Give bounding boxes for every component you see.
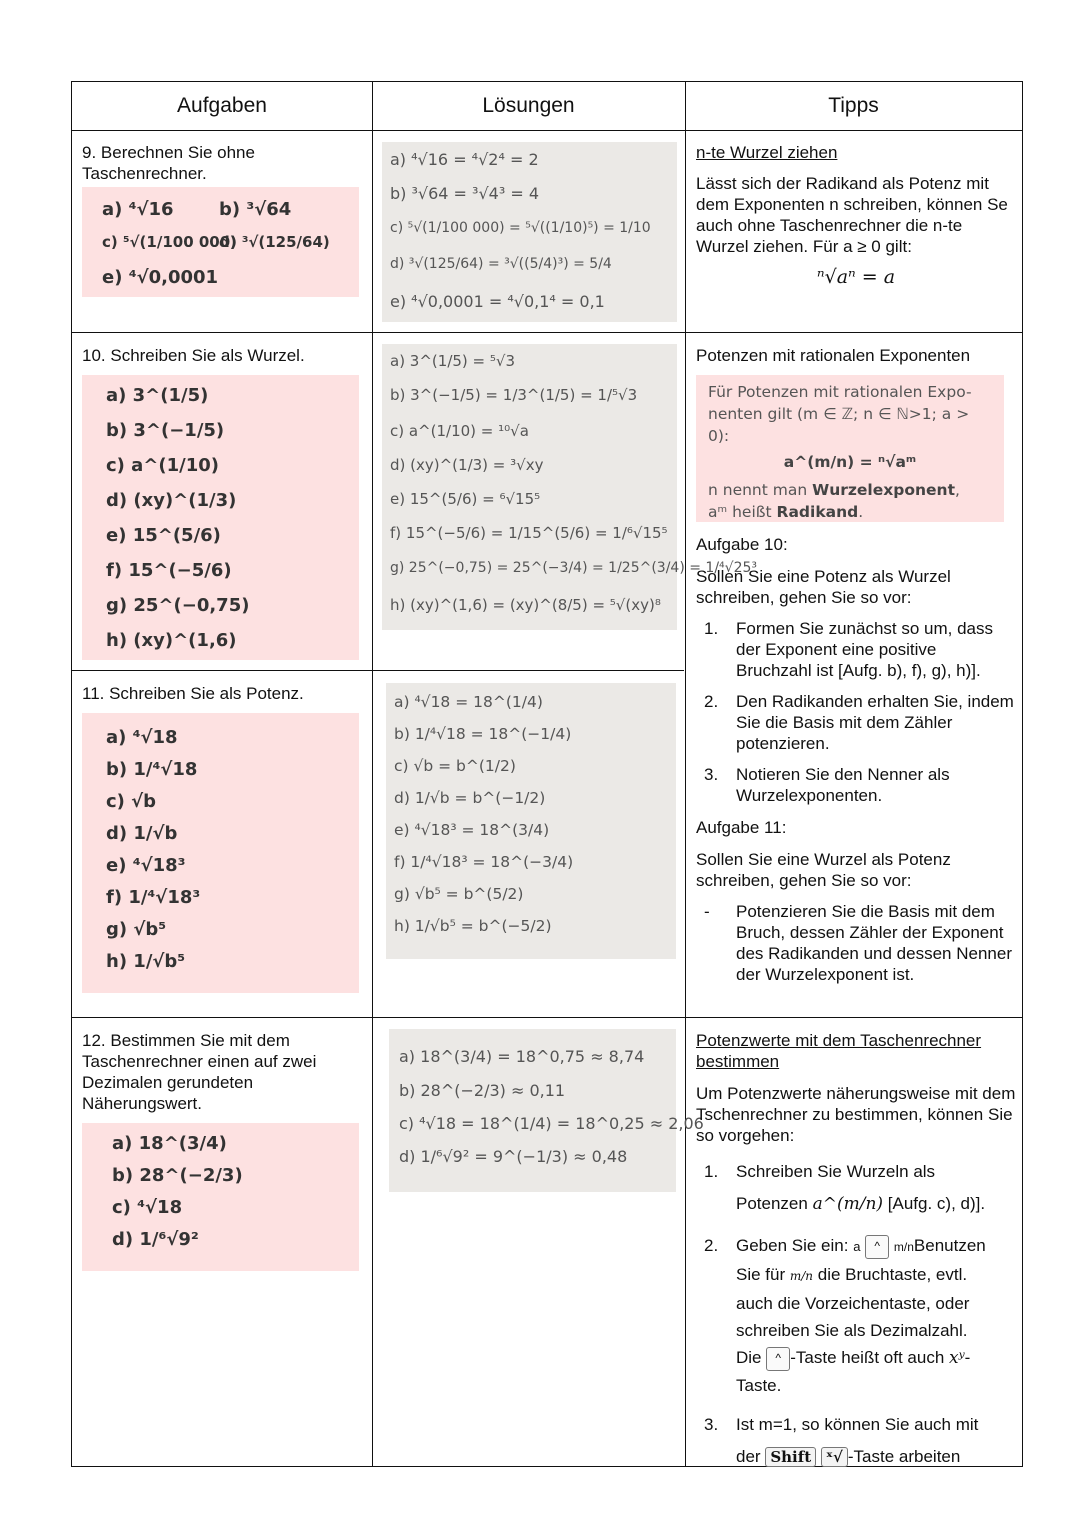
task-11-solution-f: f) 1/⁴√18³ = 18^(−3/4) <box>394 853 574 871</box>
worksheet-table <box>71 81 1023 1467</box>
step-2-line-5 <box>736 1344 1018 1372</box>
step-1-text: Potenzen <box>736 1194 808 1213</box>
task-9-item-d: d) ³√(125/64) <box>219 233 330 251</box>
step-3-line-2 <box>736 1441 1018 1473</box>
step-3-text-c: -Taste arbeiten <box>847 1447 961 1466</box>
task-11-item-h: h) 1/√b⁵ <box>106 951 186 972</box>
step-2-text-g: Die <box>736 1348 762 1367</box>
tip-box-term-radikand: Radikand <box>776 503 859 521</box>
task-11-item-d: d) 1/√b <box>106 823 178 844</box>
task-11-solution-h: h) 1/√b⁵ = b^(−5/2) <box>394 917 552 935</box>
row-divider <box>72 670 684 671</box>
task-11-exercise-box <box>82 713 359 993</box>
step-2-text-d: die Bruchtaste, evtl. <box>817 1265 968 1284</box>
task-10-item-d: d) (xy)^(1/3) <box>106 490 237 511</box>
task-10-solution-d: d) (xy)^(1/3) = ³√xy <box>390 456 544 474</box>
step-1-line-2 <box>736 1188 1018 1220</box>
step-3-text: der <box>736 1447 761 1466</box>
step-2-xy: xʸ <box>949 1348 965 1368</box>
step-number: 3. <box>704 765 719 784</box>
tip-title-nth-root: n-te Wurzel ziehen <box>696 143 838 162</box>
aufgabe-10-step-3 <box>696 764 1016 806</box>
tip-title-calculator-1: Potenzwerte mit dem Taschenrechner <box>696 1031 982 1050</box>
task-9-solution-d: d) ³√(125/64) = ³√((5/4)³) = 5/4 <box>390 256 612 272</box>
caret-key-icon <box>766 1347 790 1371</box>
step-2-line-6: Taste. <box>736 1376 782 1395</box>
step-2-frac: m/n <box>789 1269 814 1283</box>
task-10-item-c: c) a^(1/10) <box>106 455 219 476</box>
task-12-step-2 <box>696 1232 1018 1399</box>
shift-key-icon: Shift <box>765 1447 816 1467</box>
task-12-item-c: c) ⁴√18 <box>112 1197 183 1218</box>
task-11-solution-b: b) 1/⁴√18 = 18^(−1/4) <box>394 725 572 743</box>
task-12-tip <box>696 1030 1018 1473</box>
step-1-line-1: Schreiben Sie Wurzeln als <box>736 1162 936 1181</box>
task-12-solution-a: a) 18^(3/4) = 18^0,75 ≈ 8,74 <box>399 1047 645 1066</box>
aufgabe-10-step-1 <box>696 618 1016 681</box>
aufgabe-11-bullet <box>696 901 1016 985</box>
step-2-line-4: schreiben Sie als Dezimalzahl. <box>736 1321 968 1340</box>
step-2-text: Geben Sie ein: <box>736 1236 849 1255</box>
task-11-title: 11. Schreiben Sie als Potenz. <box>82 684 304 703</box>
header-solutions: Lösungen <box>482 94 575 117</box>
task-9-solution-e: e) ⁴√0,0001 = ⁴√0,1⁴ = 0,1 <box>390 292 605 311</box>
task-9-solution-box <box>382 142 677 322</box>
caret-key-label: ^ <box>874 1238 880 1253</box>
task-10-solution-a: a) 3^(1/5) = ⁵√3 <box>390 352 515 370</box>
task-10-solution-f: f) 15^(−5/6) = 1/15^(5/6) = 1/⁶√15⁵ <box>390 524 668 542</box>
aufgabe-10-step-2 <box>696 691 1016 754</box>
step-2-line-1 <box>736 1232 1018 1261</box>
task-11-item-g: g) √b⁵ <box>106 919 167 940</box>
step-2-text-h: -Taste heißt oft auch <box>790 1348 945 1367</box>
task-12-solution-box <box>389 1029 704 1192</box>
step-2-key-frac: m/n <box>893 1240 914 1254</box>
root-key-icon: ˣ√ <box>821 1447 848 1467</box>
task-11-item-a: a) ⁴√18 <box>106 727 178 748</box>
tip-intro-calculator: Um Potenzwerte näherungsweise mit dem Tschenrechner zu bestimmen, können Sie so vorgehen: <box>696 1084 1016 1145</box>
task-10-title: 10. Schreiben Sie als Wurzel. <box>82 346 305 365</box>
bullet-dash: - <box>704 902 710 921</box>
task-10-solution-e: e) 15^(5/6) = ⁶√15⁵ <box>390 490 541 508</box>
row-divider <box>72 1017 1022 1018</box>
task-10-solution-b: b) 3^(−1/5) = 1/3^(1/5) = 1/⁵√3 <box>390 386 638 404</box>
step-number: 1. <box>704 619 719 638</box>
column-divider <box>685 82 686 1466</box>
tip-title-calculator-2: bestimmen <box>696 1052 780 1071</box>
aufgabe-10-intro: Sollen Sie eine Potenz als Wurzel schreiben, gehen Sie so vor: <box>696 567 951 607</box>
step-3-line-1: Ist m=1, so können Sie auch mit <box>736 1415 979 1434</box>
step-1-ref: [Aufg. c), d)]. <box>887 1194 986 1213</box>
task-9-solution-a: a) ⁴√16 = ⁴√2⁴ = 2 <box>390 150 539 169</box>
tip-box-line-4: aᵐ heißt Radikand. <box>708 503 864 521</box>
task-10-item-g: g) 25^(−0,75) <box>106 595 250 616</box>
tip-formula-nth-root: ⁿ√aⁿ = a <box>816 266 896 288</box>
task-11-item-e: e) ⁴√18³ <box>106 855 186 876</box>
task-11-solution-a: a) ⁴√18 = 18^(1/4) <box>394 693 543 711</box>
task-9-solution-b: b) ³√64 = ³√4³ = 4 <box>390 184 539 203</box>
tip-box-rational-exponents <box>696 375 1004 522</box>
step-2-text-b: Benutzen <box>913 1236 986 1255</box>
tip-box-line-2: nenten gilt (m ∈ ℤ; n ∈ ℕ>1; a > 0): <box>708 405 970 445</box>
step-2-text-c: Sie für <box>736 1265 786 1284</box>
task-10-tip-steps <box>696 534 1016 985</box>
task-11-solution-box <box>386 683 676 959</box>
tip-box-term-wurzelexponent: Wurzelexponent <box>812 481 955 499</box>
aufgabe-11-label: Aufgabe 11: <box>696 818 787 837</box>
task-11-solution-e: e) ⁴√18³ = 18^(3/4) <box>394 821 550 839</box>
caret-key-label: ^ <box>775 1350 782 1365</box>
task-9-item-e: e) ⁴√0,0001 <box>102 267 219 288</box>
task-12-item-b: b) 28^(−2/3) <box>112 1165 243 1186</box>
task-11-solution-c: c) √b = b^(1/2) <box>394 757 516 775</box>
task-9-solution-c: c) ⁵√(1/100 000) = ⁵√((1/10)⁵) = 1/10 <box>390 220 651 236</box>
header-tasks: Aufgaben <box>177 94 267 117</box>
task-11-solution-g: g) √b⁵ = b^(5/2) <box>394 885 524 903</box>
task-10-solution-g: g) 25^(−0,75) = 25^(−3/4) = 1/25^(3/4) = 1/⁴√25³ <box>390 560 758 576</box>
task-12-step-3 <box>696 1409 1018 1473</box>
tip-box-line-4-text: aᵐ heißt <box>708 503 777 521</box>
task-12-solution-b: b) 28^(−2/3) ≈ 0,11 <box>399 1081 566 1100</box>
task-11-item-b: b) 1/⁴√18 <box>106 759 198 780</box>
tip-box-line-3: n nennt man Wurzelexponent, <box>708 481 960 499</box>
column-divider <box>372 82 373 1466</box>
task-12-solution-c: c) ⁴√18 = 18^(1/4) = 18^0,25 ≈ 2,06 <box>399 1114 704 1133</box>
step-1-formula: a^(m/n) <box>812 1194 884 1214</box>
step-text: Den Radikanden erhalten Sie, indem Sie die Basis mit dem Zähler potenzieren. <box>736 692 1014 753</box>
tip-box-line-1: Für Potenzen mit rationalen Expo- <box>708 383 972 401</box>
header-tips: Tipps <box>828 94 879 117</box>
task-12-step-1 <box>696 1156 1018 1220</box>
step-2-key-a: a <box>853 1239 861 1254</box>
aufgabe-11-intro: Sollen Sie eine Wurzel als Potenz schreiben, gehen Sie so vor: <box>696 850 951 890</box>
step-2-dash: - <box>964 1348 971 1367</box>
caret-key-icon <box>865 1235 889 1259</box>
row-divider <box>72 130 1022 131</box>
tip-box-formula: a^(m/n) = ⁿ√aᵐ <box>783 453 917 471</box>
task-12-item-a: a) 18^(3/4) <box>112 1133 227 1154</box>
task-11-item-c: c) √b <box>106 791 157 812</box>
task-10-item-a: a) 3^(1/5) <box>106 385 209 406</box>
task-10-item-b: b) 3^(−1/5) <box>106 420 225 441</box>
step-number: 1. <box>704 1162 719 1181</box>
task-12-title: 12. Bestimmen Sie mit dem Taschenrechner einen auf zwei Dezimalen gerundeten Näherungswert. <box>82 1031 317 1113</box>
aufgabe-10-label: Aufgabe 10: <box>696 535 788 554</box>
task-10-tip-title: Potenzen mit rationalen Exponenten <box>696 346 971 365</box>
task-10-item-h: h) (xy)^(1,6) <box>106 630 237 651</box>
step-number: 2. <box>704 692 719 711</box>
task-9-tip <box>696 142 1016 288</box>
step-number: 2. <box>704 1236 719 1255</box>
task-10-item-f: f) 15^(−5/6) <box>106 560 232 581</box>
task-12-exercise-box <box>82 1123 359 1271</box>
task-9-exercise-box <box>82 187 359 297</box>
row-divider <box>72 332 1022 333</box>
step-2-line-3: auch die Vorzeichentaste, oder <box>736 1294 970 1313</box>
task-10-solution-h: h) (xy)^(1,6) = (xy)^(8/5) = ⁵√(xy)⁸ <box>390 596 661 614</box>
tip-text-nth-root: Lässt sich der Radikand als Potenz mit dem Exponenten n schreiben, können Se auch ohne Taschenrechner die n-te Wurzel ziehen. Für a ≥ 0 gilt: <box>696 174 1008 256</box>
task-12-solution-d: d) 1/⁶√9² = 9^(−1/3) ≈ 0,48 <box>399 1147 628 1166</box>
bullet-text: Potenzieren Sie die Basis mit dem Bruch, dessen Zähler der Exponent des Radikanden und dessen Nenner der Wurzelexponent ist. <box>736 902 1012 984</box>
task-10-item-e: e) 15^(5/6) <box>106 525 221 546</box>
tip-box-line-3-text: n nennt man <box>708 481 813 499</box>
step-text: Notieren Sie den Nenner als Wurzelexponenten. <box>736 765 950 805</box>
task-11-item-f: f) 1/⁴√18³ <box>106 887 201 908</box>
step-text: Formen Sie zunächst so um, dass der Exponent eine positive Bruchzahl ist [Aufg. b), f), g), h)]. <box>736 619 994 680</box>
task-10-exercise-box <box>82 375 359 660</box>
step-2-line-2 <box>736 1261 1018 1290</box>
task-9-item-b: b) ³√64 <box>219 199 292 220</box>
task-12-item-d: d) 1/⁶√9² <box>112 1229 199 1250</box>
step-number: 3. <box>704 1415 719 1434</box>
task-9-item-c: c) ⁵√(1/100 000) <box>102 233 238 251</box>
task-9-title: 9. Berechnen Sie ohne Taschenrechner. <box>82 143 255 183</box>
task-9-item-a: a) ⁴√16 <box>102 199 174 220</box>
task-11-solution-d: d) 1/√b = b^(−1/2) <box>394 789 546 807</box>
task-10-solution-c: c) a^(1/10) = ¹⁰√a <box>390 422 529 440</box>
